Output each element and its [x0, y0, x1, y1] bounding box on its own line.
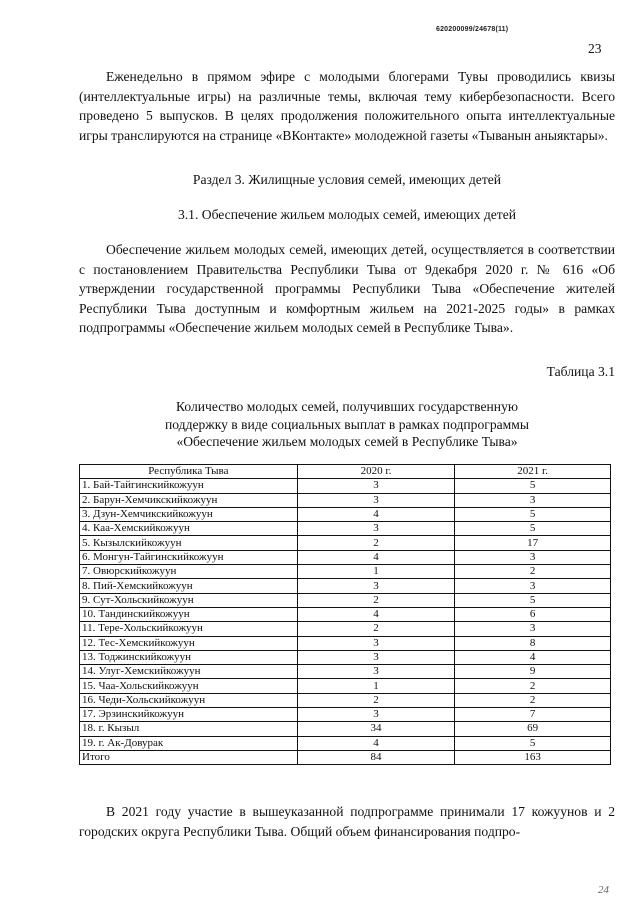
handwritten-page-mark: 24	[598, 884, 609, 896]
value-2020-cell: 3	[297, 665, 455, 679]
value-2021-cell: 2	[455, 693, 611, 707]
region-cell: 3. Дзун-Хемчикскийкожуун	[80, 507, 298, 521]
value-2021-cell: 163	[455, 750, 611, 764]
region-cell: 14. Улуг-Хемскийкожуун	[80, 665, 298, 679]
value-2021-cell: 3	[455, 493, 611, 507]
table-row	[80, 507, 611, 521]
value-2020-cell: 4	[297, 507, 455, 521]
region-cell: 15. Чаа-Хольскийкожуун	[80, 679, 298, 693]
table-label: Таблица 3.1	[546, 364, 615, 379]
closing-paragraph: В 2021 году участие в вышеуказанной подпрограмме принимали 17 кожуунов и 2 городских округа Республики Тыва. Общий объем финансирования подпро-	[79, 804, 615, 839]
table-row	[80, 650, 611, 664]
value-2021-cell: 17	[455, 536, 611, 550]
region-cell: 7. Овюрскийкожуун	[80, 565, 298, 579]
table-row	[80, 693, 611, 707]
table-row	[80, 622, 611, 636]
table-row	[80, 607, 611, 621]
value-2020-cell: 34	[297, 722, 455, 736]
table-row	[80, 522, 611, 536]
value-2021-cell: 4	[455, 650, 611, 664]
table-row	[80, 536, 611, 550]
column-header-2020: 2020 г.	[297, 465, 455, 479]
value-2020-cell: 3	[297, 479, 455, 493]
value-2020-cell: 2	[297, 536, 455, 550]
table-caption-line: поддержку в виде социальных выплат в рамках подпрограммы	[164, 416, 530, 432]
region-cell: 2. Барун-Хемчикскийкожуун	[80, 493, 298, 507]
section-title: Раздел 3. Жилищные условия семей, имеющих детей	[192, 172, 502, 187]
value-2020-cell: 3	[297, 579, 455, 593]
value-2020-cell: 1	[297, 565, 455, 579]
region-cell: 12. Тес-Хемскийкожуун	[80, 636, 298, 650]
value-2020-cell: 3	[297, 636, 455, 650]
value-2020-cell: 4	[297, 607, 455, 621]
value-2021-cell: 69	[455, 722, 611, 736]
value-2021-cell: 9	[455, 665, 611, 679]
region-cell: 16. Чеди-Хольскийкожуун	[80, 693, 298, 707]
families-support-table	[79, 464, 611, 765]
value-2021-cell: 2	[455, 679, 611, 693]
region-cell: 10. Тандинскийкожуун	[80, 607, 298, 621]
value-2020-cell: 2	[297, 693, 455, 707]
table-row	[80, 736, 611, 750]
region-cell: 9. Сут-Хольскийкожуун	[80, 593, 298, 607]
intro-paragraph: Еженедельно в прямом эфире с молодыми блогерами Тувы проводились квизы (интеллектуальные игры) на различные темы, включая тему кибербезопасности. Всего проведено 5 выпусков. В целях продолжения положительного опыта интеллектуальные игры транслируются на странице «ВКонтакте» молодежной газеты «Тыванын аныяктары».	[79, 69, 615, 143]
value-2020-cell: 3	[297, 493, 455, 507]
region-cell: Итого	[80, 750, 298, 764]
value-2021-cell: 3	[455, 622, 611, 636]
value-2021-cell: 5	[455, 507, 611, 521]
value-2020-cell: 3	[297, 522, 455, 536]
table-caption-line: «Обеспечение жильем молодых семей в Республике Тыва»	[176, 434, 518, 449]
table-total-row	[80, 750, 611, 764]
table-header-row	[80, 465, 611, 479]
region-cell: 5. Кызылскийкожуун	[80, 536, 298, 550]
table-row	[80, 665, 611, 679]
body-paragraph: Обеспечение жильем молодых семей, имеющих детей, осуществляется в соответствии с постановлением Правительства Республики Тыва от 9декабря 2020 г. № 616 «Об утверждении государственной программы Республики Тыва «Обеспечение жителей Республики Тыва доступным и комфортным жильем на 2021-2025 годы» в рамках подпрограммы «Обеспечение жильем молодых семей в Республике Тыва».	[79, 242, 615, 335]
table-row	[80, 708, 611, 722]
column-header-region: Республика Тыва	[80, 465, 298, 479]
value-2021-cell: 8	[455, 636, 611, 650]
page-number: 23	[588, 41, 602, 56]
value-2020-cell: 2	[297, 593, 455, 607]
region-cell: 11. Тере-Хольскийкожуун	[80, 622, 298, 636]
value-2020-cell: 2	[297, 622, 455, 636]
value-2021-cell: 6	[455, 607, 611, 621]
table-caption-line: Количество молодых семей, получивших государственную	[175, 399, 519, 414]
value-2021-cell: 5	[455, 593, 611, 607]
table-row	[80, 636, 611, 650]
table-row	[80, 550, 611, 564]
region-cell: 18. г. Кызыл	[80, 722, 298, 736]
value-2020-cell: 84	[297, 750, 455, 764]
value-2021-cell: 5	[455, 522, 611, 536]
value-2021-cell: 2	[455, 565, 611, 579]
column-header-2021: 2021 г.	[455, 465, 611, 479]
region-cell: 4. Каа-Хемскийкожуун	[80, 522, 298, 536]
region-cell: 17. Эрзинскийкожуун	[80, 708, 298, 722]
document-id: 620200099/24678(11)	[436, 26, 509, 33]
value-2021-cell: 5	[455, 479, 611, 493]
region-cell: 6. Монгун-Тайгинскийкожуун	[80, 550, 298, 564]
value-2020-cell: 3	[297, 650, 455, 664]
table-row	[80, 722, 611, 736]
region-cell: 8. Пий-Хемскийкожуун	[80, 579, 298, 593]
table-row	[80, 593, 611, 607]
region-cell: 1. Бай-Тайгинскийкожуун	[80, 479, 298, 493]
table-row	[80, 579, 611, 593]
value-2021-cell: 3	[455, 550, 611, 564]
value-2021-cell: 5	[455, 736, 611, 750]
region-cell: 19. г. Ак-Довурак	[80, 736, 298, 750]
table-body	[80, 479, 611, 765]
table-row	[80, 565, 611, 579]
table-row	[80, 479, 611, 493]
value-2020-cell: 4	[297, 550, 455, 564]
value-2021-cell: 3	[455, 579, 611, 593]
subsection-title: 3.1. Обеспечение жильем молодых семей, имеющих детей	[177, 207, 517, 222]
region-cell: 13. Тоджинскийкожуун	[80, 650, 298, 664]
table-caption	[79, 398, 615, 451]
value-2020-cell: 3	[297, 708, 455, 722]
value-2021-cell: 7	[455, 708, 611, 722]
value-2020-cell: 1	[297, 679, 455, 693]
table-row	[80, 679, 611, 693]
value-2020-cell: 4	[297, 736, 455, 750]
table-row	[80, 493, 611, 507]
